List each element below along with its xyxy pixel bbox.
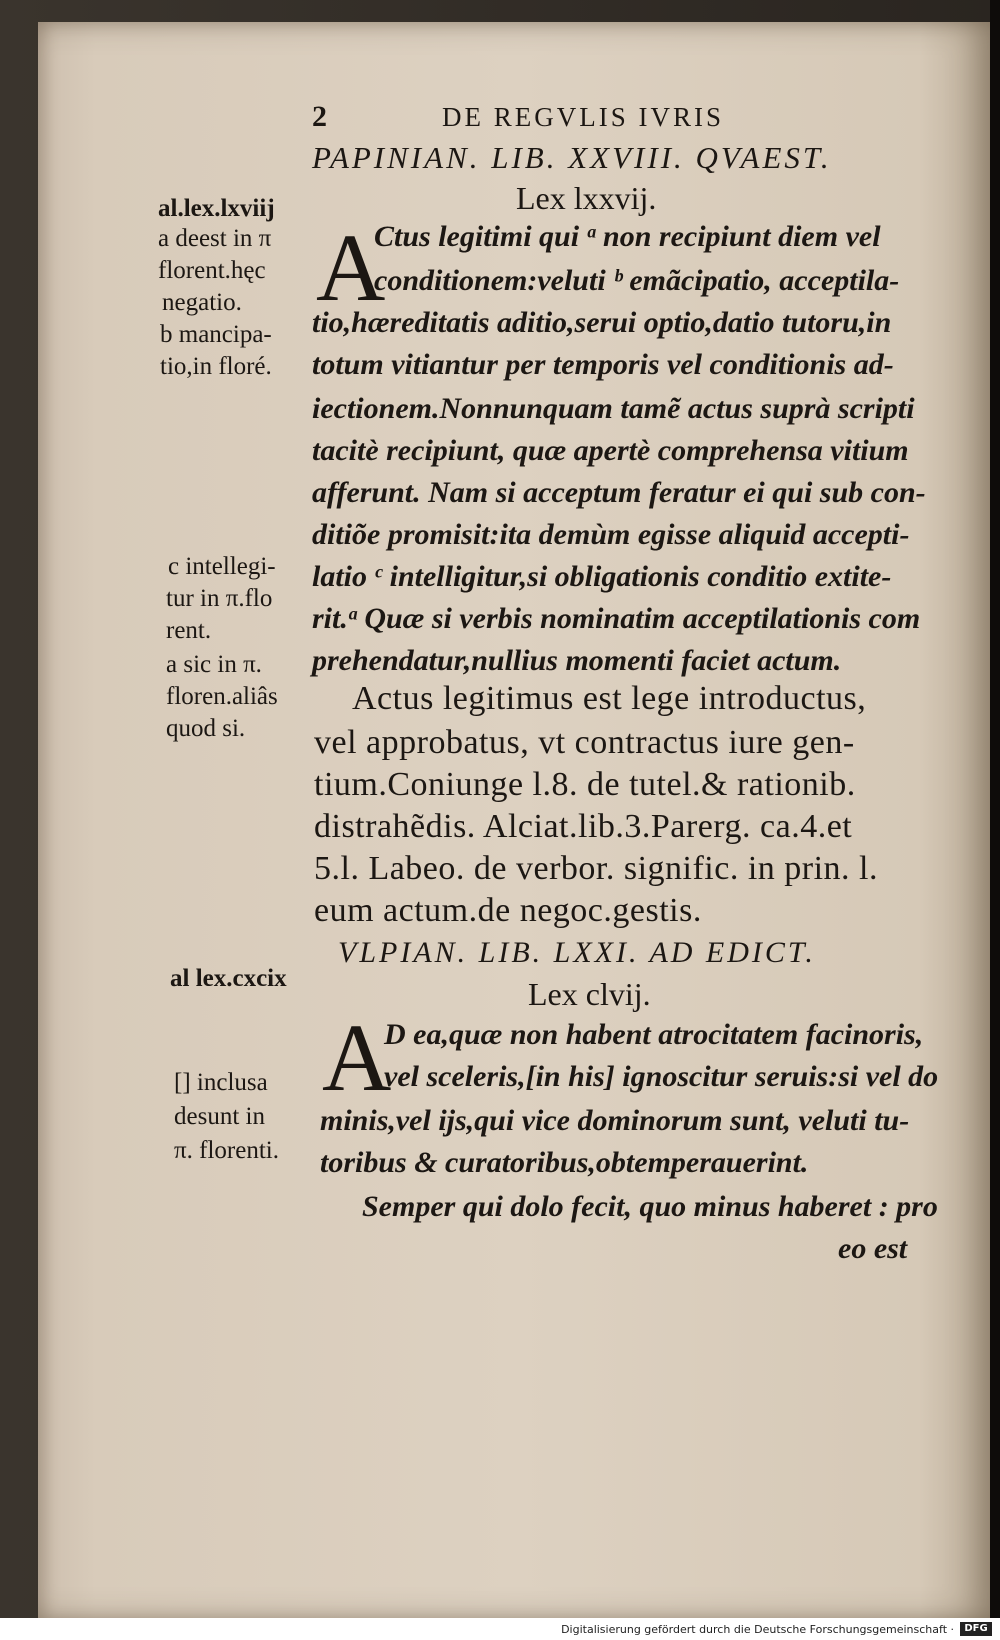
law-text-line: conditionem:veluti ᵇ emãcipatio, acceptila- bbox=[374, 264, 900, 297]
commentary-line: tium.Coniunge l.8. de tutel.& rationib. bbox=[314, 766, 856, 803]
margin-note: rent. bbox=[166, 617, 212, 644]
margin-note: π. florenti. bbox=[174, 1137, 279, 1164]
catchword: eo est bbox=[838, 1232, 908, 1265]
law-text-line: D ea,quæ non habent atrocitatem facinoris, bbox=[384, 1018, 924, 1051]
section-heading-ulpian: VLPIAN. LIB. LXXI. AD EDICT. bbox=[338, 936, 816, 969]
law-text-line: afferunt. Nam si acceptum feratur ei qui sub con- bbox=[312, 476, 926, 509]
lex-number-2: Lex clvij. bbox=[528, 976, 651, 1012]
law-text-line: latio ᶜ intelligitur,si obligationis conditio extite- bbox=[312, 560, 892, 593]
law-text-line: Ctus legitimi qui ᵃ non recipiunt diem vel bbox=[374, 220, 881, 253]
margin-note: b mancipa- bbox=[160, 321, 272, 348]
margin-note: c intellegi- bbox=[168, 553, 276, 580]
drop-cap: A bbox=[316, 214, 386, 321]
commentary-line: Actus legitimus est lege introductus, bbox=[352, 680, 867, 717]
margin-note: [] inclusa bbox=[174, 1069, 268, 1096]
law-text-line: toribus & curatoribus,obtemperauerint. bbox=[320, 1146, 809, 1179]
drop-cap: A bbox=[322, 1004, 392, 1111]
law-text-line: rit.ᵃ Quæ si verbis nominatim acceptilationis com bbox=[312, 602, 921, 635]
law-text-line: tio,hæreditatis aditio,serui optio,datio tutoru,in bbox=[312, 306, 892, 339]
margin-note: a sic in π. bbox=[166, 651, 262, 678]
binding-edge bbox=[990, 0, 1000, 1640]
commentary-line: 5.l. Labeo. de verbor. signific. in prin. l. bbox=[314, 850, 878, 887]
page-number: 2 bbox=[312, 100, 330, 133]
law-text-line: ditiõe promisit:ita demùm egisse aliquid accepti- bbox=[312, 518, 910, 551]
law-text-line: iectionem.Nonnunquam tamẽ actus suprà scripti bbox=[312, 392, 915, 425]
margin-note: negatio. bbox=[162, 289, 242, 316]
margin-note: quod si. bbox=[166, 715, 246, 742]
law-text-line: prehendatur,nullius momenti faciet actum. bbox=[312, 644, 842, 677]
funding-credit: Digitalisierung gefördert durch die Deutsche Forschungsgemeinschaft · bbox=[561, 1623, 954, 1636]
law-text-line: minis,vel ijs,qui vice dominorum sunt, veluti tu- bbox=[320, 1104, 910, 1137]
lex-number-1: Lex lxxvij. bbox=[516, 180, 657, 216]
running-title: DE REGVLIS IVRIS bbox=[442, 102, 724, 132]
margin-note: florent.hęc bbox=[158, 257, 266, 284]
commentary-line: distrahẽdis. Alciat.lib.3.Parerg. ca.4.et bbox=[314, 808, 853, 845]
dfg-logo: DFG bbox=[960, 1622, 992, 1636]
section-heading-papinian: PAPINIAN. LIB. XXVIII. QVAEST. bbox=[312, 140, 832, 175]
commentary-line: vel approbatus, vt contractus iure gen- bbox=[314, 724, 855, 761]
margin-note: tio,in floré. bbox=[160, 353, 272, 380]
margin-note: a deest in π bbox=[158, 225, 272, 252]
commentary-line: eum actum.de negoc.gestis. bbox=[314, 892, 702, 929]
margin-note: tur in π.flo bbox=[166, 585, 273, 612]
law-text-line: totum vitiantur per temporis vel conditionis ad- bbox=[312, 348, 894, 381]
law-text-line: Semper qui dolo fecit, quo minus haberet : pro bbox=[362, 1190, 938, 1223]
margin-note: al.lex.lxviij bbox=[158, 195, 275, 222]
margin-note: floren.aliâs bbox=[166, 683, 278, 710]
margin-note: desunt in bbox=[174, 1103, 265, 1130]
margin-note: al lex.cxcix bbox=[170, 965, 287, 992]
law-text-line: vel sceleris,[in his] ignoscitur seruis:si vel do bbox=[384, 1060, 939, 1093]
law-text-line: tacitè recipiunt, quæ apertè comprehensa vitium bbox=[312, 434, 909, 467]
